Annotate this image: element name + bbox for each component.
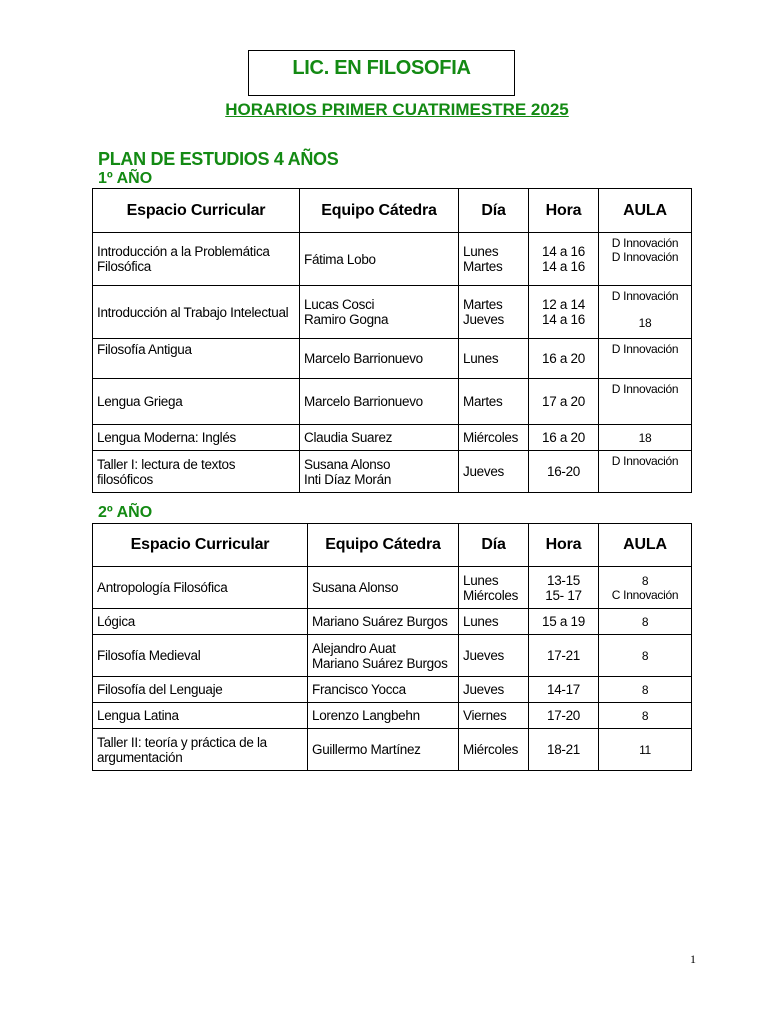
team-cell — [300, 379, 459, 425]
day-line: Lunes — [463, 614, 499, 629]
subject-cell — [93, 635, 308, 677]
col-header-day: Día — [459, 524, 529, 567]
aula-line: 18 — [638, 430, 652, 445]
aula-line: D Innovación — [611, 382, 679, 396]
col-header-team: Equipo Cátedra — [308, 524, 459, 567]
col-header-team: Equipo Cátedra — [300, 189, 459, 233]
hour-line: 16-20 — [546, 464, 581, 479]
subject-line: Filosofía Antigua — [97, 342, 192, 357]
aula-line: C Innovación — [611, 587, 679, 602]
table-row — [93, 677, 692, 703]
subject-cell — [93, 379, 300, 425]
subject-line: Filosófica — [97, 259, 152, 274]
day-cell — [459, 677, 529, 703]
subject-line: Introducción al Trabajo Intelectual — [97, 304, 289, 320]
col-header-aula: AULA — [599, 189, 692, 233]
team-cell — [300, 451, 459, 493]
team-cell — [300, 286, 459, 339]
aula-cell — [599, 677, 692, 703]
page-number: 1 — [690, 952, 696, 966]
subject-cell — [93, 451, 300, 493]
day-cell — [459, 286, 529, 339]
day-line: Lunes — [463, 244, 499, 259]
hour-line: 14-17 — [546, 682, 581, 697]
team-line: Claudia Suarez — [304, 430, 393, 445]
col-header-day: Día — [459, 189, 529, 233]
hour-line: 17-20 — [546, 708, 581, 723]
team-line: Lorenzo Langbehn — [312, 708, 420, 723]
hour-cell — [529, 677, 599, 703]
page-title: LIC. EN FILOSOFIA — [292, 57, 471, 79]
day-cell — [459, 635, 529, 677]
team-line: Francisco Yocca — [312, 682, 406, 697]
hour-line: 14 a 16 — [542, 312, 585, 327]
aula-line: D Innovación — [611, 342, 679, 356]
aula-line: D Innovación — [611, 454, 679, 468]
hour-cell — [529, 703, 599, 729]
team-line: Mariano Suárez Burgos — [312, 614, 448, 629]
subject-line: argumentación — [97, 749, 183, 765]
aula-line: D Innovación — [611, 289, 679, 303]
day-line: Jueves — [463, 464, 504, 479]
team-line: Susana Alonso — [304, 456, 391, 472]
team-cell — [308, 677, 459, 703]
day-line: Jueves — [463, 312, 504, 327]
hour-line: 17 a 20 — [542, 394, 585, 409]
subject-cell — [93, 425, 300, 451]
team-cell — [300, 339, 459, 379]
subject-line: Lengua Latina — [97, 708, 179, 723]
team-line: Alejandro Auat — [312, 640, 396, 656]
hour-cell — [529, 233, 599, 286]
subject-line: Antropología Filosófica — [97, 580, 228, 595]
subject-cell — [93, 567, 308, 609]
hour-cell — [529, 635, 599, 677]
team-line: Marcelo Barrionuevo — [304, 394, 423, 409]
table-row — [93, 379, 692, 425]
team-cell — [308, 635, 459, 677]
day-line: Viernes — [463, 708, 507, 723]
aula-line: 8 — [641, 682, 649, 697]
hour-cell — [529, 379, 599, 425]
aula-line: D Innovación — [611, 236, 679, 250]
day-line: Miércoles — [463, 587, 519, 603]
plan-heading: PLAN DE ESTUDIOS 4 AÑOS — [98, 149, 339, 169]
day-line: Martes — [463, 259, 503, 274]
table-row — [93, 635, 692, 677]
subject-line: Lengua Griega — [97, 394, 183, 409]
hour-cell — [529, 286, 599, 339]
year1-table — [92, 188, 692, 493]
hour-cell — [529, 729, 599, 771]
year1-heading: 1º AÑO — [98, 170, 153, 187]
aula-line: 8 — [641, 708, 649, 723]
hour-line: 15 a 19 — [542, 614, 585, 629]
hour-line: 15- 17 — [545, 587, 582, 603]
subject-line: Lengua Moderna: Inglés — [97, 430, 237, 445]
hour-line: 13-15 — [546, 572, 581, 588]
team-cell — [300, 233, 459, 286]
day-line: Jueves — [463, 648, 504, 663]
hour-cell — [529, 339, 599, 379]
team-line: Marcelo Barrionuevo — [304, 351, 423, 366]
table-row — [93, 339, 692, 379]
aula-line: 8 — [641, 648, 649, 663]
table-row — [93, 425, 692, 451]
day-line: Jueves — [463, 682, 504, 697]
day-cell — [459, 233, 529, 286]
aula-cell — [599, 729, 692, 771]
hour-line: 17-21 — [546, 648, 581, 663]
day-line: Martes — [463, 297, 503, 312]
hour-cell — [529, 609, 599, 635]
aula-cell — [599, 425, 692, 451]
hour-line: 14 a 16 — [542, 259, 585, 274]
aula-cell — [599, 635, 692, 677]
aula-cell — [599, 339, 692, 379]
aula-cell — [599, 567, 692, 609]
hour-line: 16 a 20 — [542, 351, 585, 366]
subject-cell — [93, 609, 308, 635]
col-header-subject: Espacio Curricular — [93, 524, 308, 567]
aula-cell — [599, 451, 692, 493]
hour-line: 12 a 14 — [542, 297, 585, 312]
day-line: Miércoles — [463, 742, 519, 757]
day-cell — [459, 451, 529, 493]
aula-line: 8 — [641, 573, 649, 588]
subject-line: filosóficos — [97, 471, 153, 487]
subject-cell — [93, 677, 308, 703]
team-cell — [308, 609, 459, 635]
hour-cell — [529, 425, 599, 451]
col-header-hour: Hora — [529, 189, 599, 233]
subject-cell — [93, 703, 308, 729]
hour-cell — [529, 567, 599, 609]
aula-line: 11 — [639, 742, 651, 757]
team-line: Fátima Lobo — [304, 251, 376, 267]
aula-cell — [599, 233, 692, 286]
day-cell — [459, 703, 529, 729]
aula-cell — [599, 609, 692, 635]
schedule-subtitle: HORARIOS PRIMER CUATRIMESTRE 2025 — [225, 100, 569, 119]
team-line: Lucas Cosci — [304, 297, 375, 312]
subject-cell — [93, 233, 300, 286]
hour-line: 16 a 20 — [542, 430, 585, 445]
day-line: Lunes — [463, 351, 499, 366]
year2-heading: 2º AÑO — [98, 504, 153, 521]
day-cell — [459, 609, 529, 635]
day-cell — [459, 339, 529, 379]
col-header-aula: AULA — [599, 524, 692, 567]
subject-line: Introducción a la Problemática — [97, 244, 270, 259]
day-line: Lunes — [463, 572, 499, 588]
table-row — [93, 451, 692, 493]
hour-line: 14 a 16 — [542, 244, 585, 259]
subject-line: Lógica — [97, 614, 135, 629]
year2-table — [92, 523, 692, 771]
team-cell — [308, 729, 459, 771]
team-cell — [300, 425, 459, 451]
aula-cell — [599, 379, 692, 425]
day-cell — [459, 425, 529, 451]
hour-line: 18-21 — [546, 742, 581, 757]
day-cell — [459, 379, 529, 425]
day-cell — [459, 729, 529, 771]
subject-cell — [93, 286, 300, 339]
title-box — [248, 50, 515, 96]
day-line: Martes — [463, 394, 503, 409]
team-cell — [308, 567, 459, 609]
team-line: Inti Díaz Morán — [304, 471, 392, 487]
aula-line: 8 — [641, 614, 649, 629]
aula-cell — [599, 286, 692, 339]
table-header-row — [93, 524, 692, 567]
day-cell — [459, 567, 529, 609]
team-line: Mariano Suárez Burgos — [312, 655, 448, 671]
hour-cell — [529, 451, 599, 493]
table-header-row — [93, 189, 692, 233]
team-line: Ramiro Gogna — [304, 312, 389, 327]
table-row — [93, 286, 692, 339]
subject-cell — [93, 729, 308, 771]
table-row — [93, 729, 692, 771]
subject-cell — [93, 339, 300, 379]
subject-line: Taller I: lectura de textos — [97, 456, 236, 472]
table-row — [93, 703, 692, 729]
subject-line: Filosofía del Lenguaje — [97, 682, 223, 697]
table-row — [93, 567, 692, 609]
table-row — [93, 609, 692, 635]
aula-line: D Innovación — [611, 250, 679, 264]
subject-line: Taller II: teoría y práctica de la — [97, 734, 267, 750]
day-line: Miércoles — [463, 430, 519, 445]
table-row — [93, 233, 692, 286]
col-header-hour: Hora — [529, 524, 599, 567]
col-header-subject: Espacio Curricular — [93, 189, 300, 233]
team-line: Susana Alonso — [312, 580, 399, 595]
subject-line: Filosofía Medieval — [97, 648, 201, 663]
aula-cell — [599, 703, 692, 729]
team-cell — [308, 703, 459, 729]
aula-line: 18 — [638, 316, 652, 330]
team-line: Guillermo Martínez — [312, 742, 421, 757]
